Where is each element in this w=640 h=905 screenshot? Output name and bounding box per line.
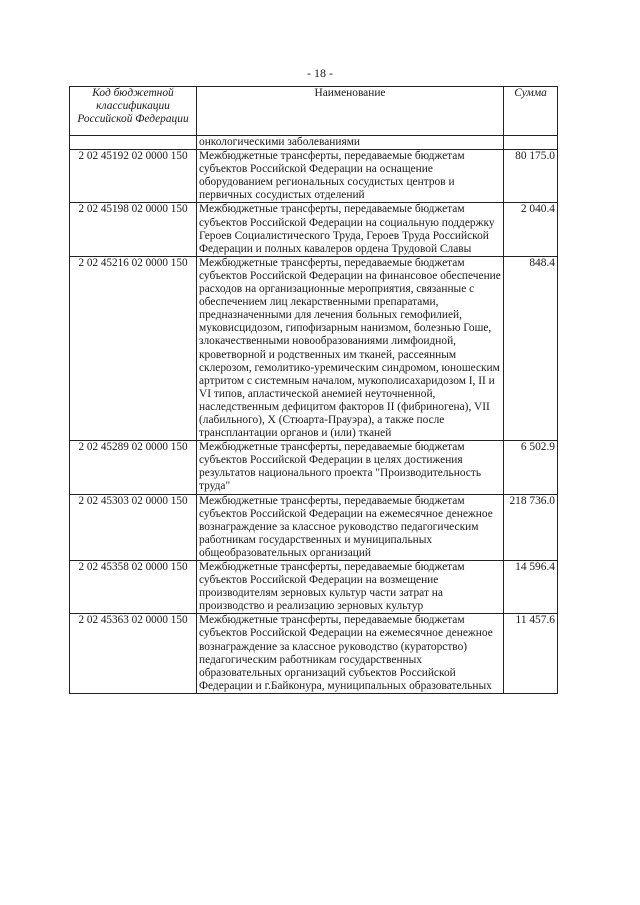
row-name: Межбюджетные трансферты, передаваемые бюджетам субъектов Российской Федерации на финансовое обеспечение расходов на организационные мероприятия, связанные с обеспечением лиц лекарственными препаратами, предназначенными для лечения больных гемофилией, муковисцидозом, гипофизарным нанизмом, болезнью Гоше, злокачественными новообразованиями лимфоидной, кроветворной и родственных им тканей, рассеянным склерозом, гемолитико-уремическим синдромом, юношеским артритом с системным началом, мукополисахаридозом I, II и VI типов, апластической анемией неуточненной, наследственным дефицитом факторов II (фибриногена), VII (лабильного), X (Стюарта-Прауэра), а также после трансплантации органов и (или) тканей: [197, 256, 504, 440]
table-row: [70, 494, 558, 560]
row-name: Межбюджетные трансферты, передаваемые бюджетам субъектов Российской Федерации на ежемесячное денежное вознаграждение за классное руководство (кураторство) педагогическим работникам государственных образовательных организаций субъектов Российской Федерации и г.Байконура, муниципальных образовательных: [197, 614, 504, 694]
row-name: Межбюджетные трансферты, передаваемые бюджетам субъектов Российской Федерации на ежемесячное денежное вознаграждение за классное руководство педагогическим работникам государственных и муниципальных общеобразовательных организаций: [197, 494, 504, 560]
row-sum: 11 457.6: [504, 614, 558, 694]
row-code: 2 02 45363 02 0000 150: [70, 614, 197, 694]
table-row: [70, 150, 558, 203]
row-name: Межбюджетные трансферты, передаваемые бюджетам субъектов Российской Федерации на возмещение производителям зерновых культур части затрат на производство и реализацию зерновых культур: [197, 561, 504, 614]
row-sum: 14 596.4: [504, 561, 558, 614]
page-number: - 18 -: [307, 66, 333, 80]
table-header-row: [70, 87, 558, 136]
header-sum: Сумма: [504, 87, 558, 136]
table-row: [70, 256, 558, 440]
table-row: [70, 561, 558, 614]
row-code: 2 02 45198 02 0000 150: [70, 203, 197, 256]
row-name: Межбюджетные трансферты, передаваемые бюджетам субъектов Российской Федерации на оснащение оборудованием региональных сосудистых центров и первичных сосудистых отделений: [197, 150, 504, 203]
row-code: 2 02 45289 02 0000 150: [70, 441, 197, 494]
row-code: 2 02 45216 02 0000 150: [70, 256, 197, 440]
row-code: 2 02 45303 02 0000 150: [70, 494, 197, 560]
row-name: Межбюджетные трансферты, передаваемые бюджетам субъектов Российской Федерации на социальную поддержку Героев Социалистического Труда, Героев Труда Российской Федерации и полных кавалеров ордена Трудовой Славы: [197, 203, 504, 256]
continued-code-cell: [70, 136, 197, 150]
row-sum: 2 040.4: [504, 203, 558, 256]
table-row: [70, 614, 558, 694]
continued-name-cell: онкологическими заболеваниями: [197, 136, 504, 150]
table-row: [70, 203, 558, 256]
row-code: 2 02 45192 02 0000 150: [70, 150, 197, 203]
table-row: [70, 441, 558, 494]
row-sum: 218 736.0: [504, 494, 558, 560]
row-sum: 80 175.0: [504, 150, 558, 203]
continued-sum-cell: [504, 136, 558, 150]
header-name: Наименование: [197, 87, 504, 136]
row-sum: 6 502.9: [504, 441, 558, 494]
table-row-continued: [70, 136, 558, 150]
row-sum: 848.4: [504, 256, 558, 440]
header-code: Код бюджетной классификации Российской Федерации: [70, 87, 197, 136]
row-code: 2 02 45358 02 0000 150: [70, 561, 197, 614]
budget-table: [69, 86, 558, 694]
row-name: Межбюджетные трансферты, передаваемые бюджетам субъектов Российской Федерации в целях достижения результатов национального проекта "Производительность труда": [197, 441, 504, 494]
